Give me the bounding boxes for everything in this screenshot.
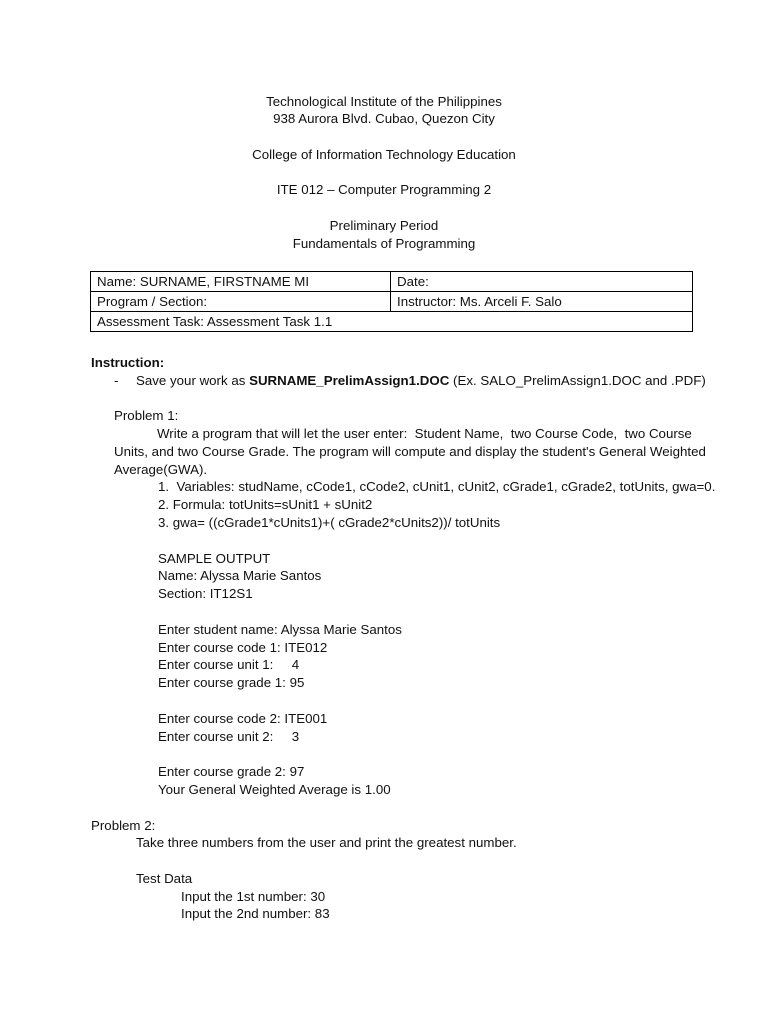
- problem1-item3: 3. gwa= ((cGrade1*cUnits1)+( cGrade2*cUnits2))/ totUnits: [158, 515, 501, 530]
- course-title: ITE 012 – Computer Programming 2: [276, 182, 492, 197]
- output-line: Enter course code 2: ITE001: [158, 711, 328, 726]
- student-info-table: [90, 271, 693, 332]
- college-name: College of Information Technology Education: [252, 147, 516, 162]
- output-line: Enter course grade 1: 95: [158, 675, 305, 690]
- program-section-cell: Program / Section:: [91, 292, 391, 312]
- problem1-desc-line3: Average(GWA).: [114, 462, 208, 477]
- instruction-filename: SURNAME_PrelimAssign1.DOC: [249, 373, 450, 388]
- output-line: Enter student name: Alyssa Marie Santos: [158, 622, 402, 637]
- instruction-text-pre: Save your work as: [136, 373, 250, 388]
- institution-address: 938 Aurora Blvd. Cubao, Quezon City: [273, 111, 495, 126]
- instruction-text: [136, 372, 706, 390]
- table-row: [91, 272, 693, 292]
- sample-name: Name: Alyssa Marie Santos: [158, 568, 322, 583]
- test-data-heading: Test Data: [136, 871, 193, 886]
- table-row: [91, 312, 693, 332]
- test-data-line: Input the 1st number: 30: [181, 889, 326, 904]
- problem2-heading: Problem 2:: [91, 818, 156, 833]
- instruction-bullet: -: [114, 373, 119, 388]
- problem1-item1: 1. Variables: studName, cCode1, cCode2, cUnit1, cUnit2, cGrade1, cGrade2, totUnits, gwa=0.: [158, 479, 716, 494]
- output-line: Enter course unit 2: 3: [158, 729, 300, 744]
- topic-label: Fundamentals of Programming: [292, 236, 476, 251]
- date-cell: Date:: [391, 272, 693, 292]
- instruction-text-post: (Ex. SALO_PrelimAssign1.DOC and .PDF): [449, 373, 706, 388]
- output-line: Enter course unit 1: 4: [158, 657, 300, 672]
- test-data-line: Input the 2nd number: 83: [181, 906, 330, 921]
- institution-name: Technological Institute of the Philippines: [266, 94, 502, 109]
- problem2-desc: Take three numbers from the user and print the greatest number.: [136, 835, 517, 850]
- assessment-task-cell: Assessment Task: Assessment Task 1.1: [91, 312, 693, 332]
- problem1-desc-line1: Write a program that will let the user enter: Student Name, two Course Code, two Course: [157, 426, 692, 441]
- sample-output-heading: SAMPLE OUTPUT: [158, 551, 271, 566]
- instruction-heading: Instruction:: [91, 355, 165, 370]
- problem1-desc-line2: Units, and two Course Grade. The program will compute and display the student's General Weighted: [114, 444, 706, 459]
- output-line: Your General Weighted Average is 1.00: [158, 782, 391, 797]
- problem1-heading: Problem 1:: [114, 408, 179, 423]
- table-row: [91, 292, 693, 312]
- sample-section: Section: IT12S1: [158, 586, 253, 601]
- problem1-item2: 2. Formula: totUnits=sUnit1 + sUnit2: [158, 497, 373, 512]
- name-cell: Name: SURNAME, FIRSTNAME MI: [91, 272, 391, 292]
- instructor-cell: Instructor: Ms. Arceli F. Salo: [391, 292, 693, 312]
- output-line: Enter course code 1: ITE012: [158, 640, 328, 655]
- period-label: Preliminary Period: [329, 218, 439, 233]
- output-line: Enter course grade 2: 97: [158, 764, 305, 779]
